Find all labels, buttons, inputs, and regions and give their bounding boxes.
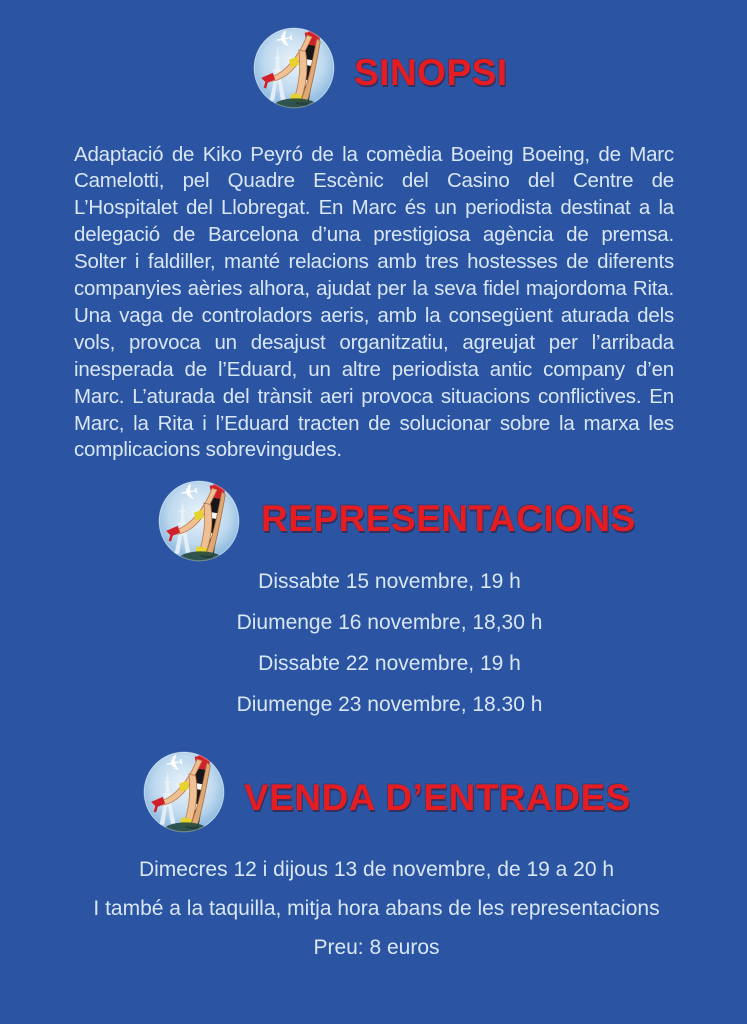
- performance-date: Diumenge 16 novembre, 18,30 h: [236, 611, 543, 634]
- ticket-info-line: Dimecres 12 i dijous 13 de novembre, de 19 a 20 h: [138, 858, 615, 881]
- ticket-info-list: [3, 858, 747, 975]
- airplane-legs-badge-icon: [253, 27, 335, 109]
- airplane-legs-badge-icon: [143, 751, 225, 833]
- performance-dates-list: [16, 570, 747, 734]
- ticket-info-line: I també a la taquilla, mitja hora abans de les representacions: [93, 897, 660, 920]
- representacions-heading: REPRESENTACIONS: [261, 498, 636, 539]
- performance-date: Dissabte 15 novembre, 19 h: [258, 570, 521, 593]
- performance-date: Diumenge 23 novembre, 18.30 h: [236, 693, 543, 716]
- sinopsi-paragraph: Adaptació de Kiko Peyró de la comèdia Boeing Boeing, de Marc Camelotti, pel Quadre Escènic del Casino del Centre de L’Hospitalet del Llobregat. En Marc és un periodista destinat a la delegació de Barcelona d’una prestigiosa agència de premsa. Solter i faldiller, manté relacions amb tres hostesses de diferents companyies aèries alhora, ajudat per la seva fidel majordoma Rita. Una vaga de controladors aeris, amb la consegüent aturada dels vols, provoca un desajust organitzatiu, agreujat per l’arribada inesperada de l’Eduard, un altre periodista antic company d’en Marc. L’aturada del trànsit aeri provoca situacions conflictives. En Marc, la Rita i l’Eduard tracten de solucionar sobre la marxa les complicacions sobrevingudes.: [74, 142, 674, 462]
- venda-entrades-heading: VENDA D’ENTRADES: [244, 777, 631, 818]
- ticket-info-line: Preu: 8 euros: [313, 936, 440, 959]
- performance-date: Dissabte 22 novembre, 19 h: [258, 652, 521, 675]
- sinopsi-heading: SINOPSI: [354, 52, 508, 93]
- airplane-legs-badge-icon: [158, 480, 240, 562]
